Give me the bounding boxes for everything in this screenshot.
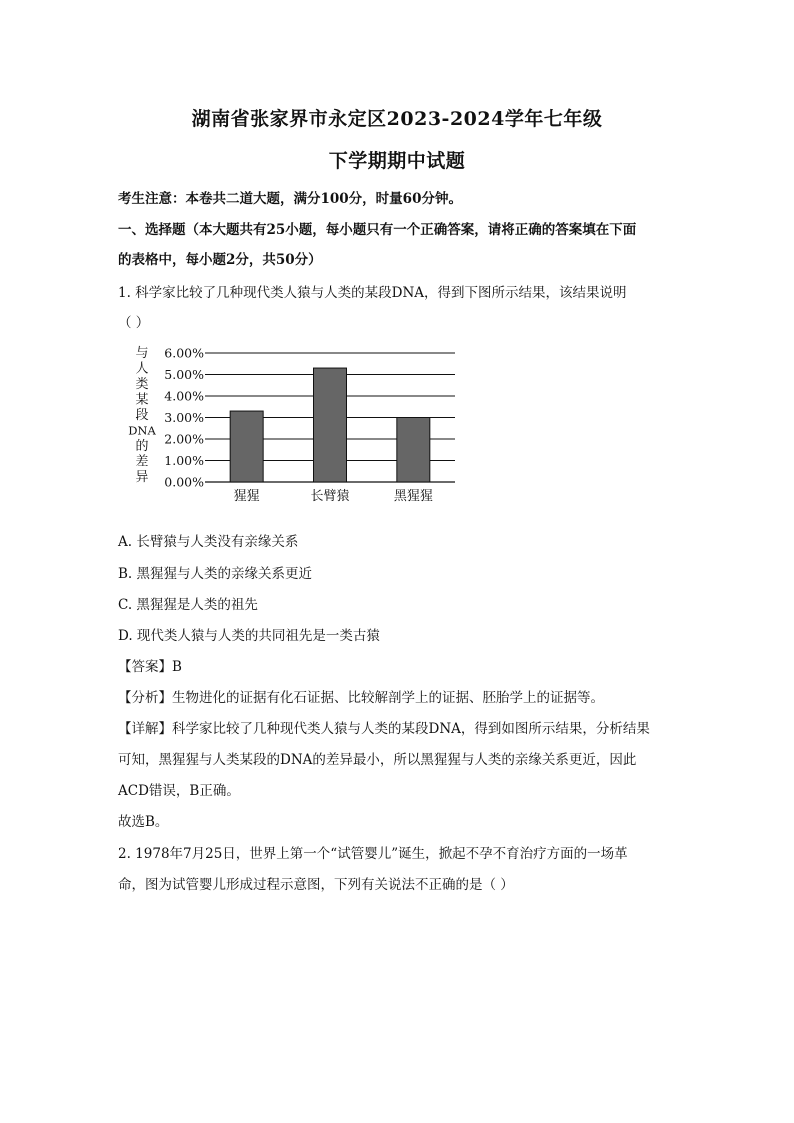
q2-stem-line1: 2. 1978年7月25日，世界上第一个“试管婴儿”诞生，掀起不孕不育治疗方面的一场革 xyxy=(118,846,628,862)
y-tick-label: 0.00% xyxy=(164,474,204,490)
bar-1 xyxy=(314,368,347,482)
chart-bars xyxy=(230,368,430,482)
q1-choose: 故选B。 xyxy=(118,814,169,830)
y-axis-label-char: 某 xyxy=(135,392,149,408)
y-axis-label-char: 人 xyxy=(135,361,149,377)
y-axis-label-char: 类 xyxy=(135,377,149,392)
section1-heading-line1: 一、选择题（本大题共有25小题，每小题只有一个正确答案，请将正确的答案填在下面 xyxy=(118,222,637,238)
q1-analysis: 【分析】生物进化的证据有化石证据、比较解剖学上的证据、胚胎学上的证据等。 xyxy=(118,690,604,706)
y-axis-label-char: 段 xyxy=(135,408,149,423)
y-tick-label: 6.00% xyxy=(164,345,204,361)
q1-option-b: B. 黑猩猩与人类的亲缘关系更近 xyxy=(118,566,313,582)
chart-x-tick-labels xyxy=(234,488,433,504)
q1-detail-line2: 可知，黑猩猩与人类某段的DNA的差异最小，所以黑猩猩与人类的亲缘关系更近，因此 xyxy=(118,752,637,768)
x-tick-label: 猩猩 xyxy=(233,489,260,504)
y-axis-label-char: 差 xyxy=(135,454,149,470)
bar-2 xyxy=(397,418,430,483)
y-axis-label-char: 的 xyxy=(135,439,149,454)
y-tick-label: 5.00% xyxy=(164,367,204,382)
q1-option-d: D. 现代类人猿与人类的共同祖先是一类古猿 xyxy=(118,628,380,644)
q1-option-c: C. 黑猩猩是人类的祖先 xyxy=(118,597,258,613)
document-title-line1: 湖南省张家界市永定区2023-2024学年七年级 xyxy=(191,108,603,130)
y-tick-label: 1.00% xyxy=(164,453,204,468)
chart-y-tick-labels xyxy=(164,346,204,490)
y-tick-label: 2.00% xyxy=(164,431,204,447)
q1-option-a: A. 长臂猿与人类没有亲缘关系 xyxy=(118,534,299,550)
y-tick-label: 4.00% xyxy=(164,388,204,404)
q2-stem-line2: 命，图为试管婴儿形成过程示意图，下列有关说法不正确的是（ ） xyxy=(118,877,514,893)
y-axis-label-char: DNA xyxy=(128,423,156,438)
x-tick-label: 长臂猿 xyxy=(310,489,350,504)
exam-notice: 考生注意：本卷共二道大题，满分100分，时量60分钟。 xyxy=(118,191,462,207)
y-axis-label-char: 与 xyxy=(135,346,149,361)
x-tick-label: 黑猩猩 xyxy=(393,489,433,504)
document-title-line2: 下学期期中试题 xyxy=(328,150,466,172)
q1-detail-line1: 【详解】科学家比较了几种现代类人猿与人类的某段DNA，得到如图所示结果，分析结果 xyxy=(118,721,650,737)
bar-0 xyxy=(230,411,263,482)
y-tick-label: 3.00% xyxy=(164,410,204,425)
dna-difference-bar-chart xyxy=(118,340,478,510)
q1-stem-line2: （ ） xyxy=(118,315,150,331)
q1-answer: 【答案】B xyxy=(118,659,182,675)
y-axis-label-char: 异 xyxy=(135,470,149,485)
section1-heading-line2: 的表格中，每小题2分，共50分） xyxy=(118,252,322,268)
q1-detail-line3: ACD错误，B正确。 xyxy=(118,783,240,799)
chart-y-axis-label xyxy=(128,346,156,485)
q1-stem-line1: 1. 科学家比较了几种现代类人猿与人类的某段DNA，得到下图所示结果，该结果说明 xyxy=(118,285,627,301)
